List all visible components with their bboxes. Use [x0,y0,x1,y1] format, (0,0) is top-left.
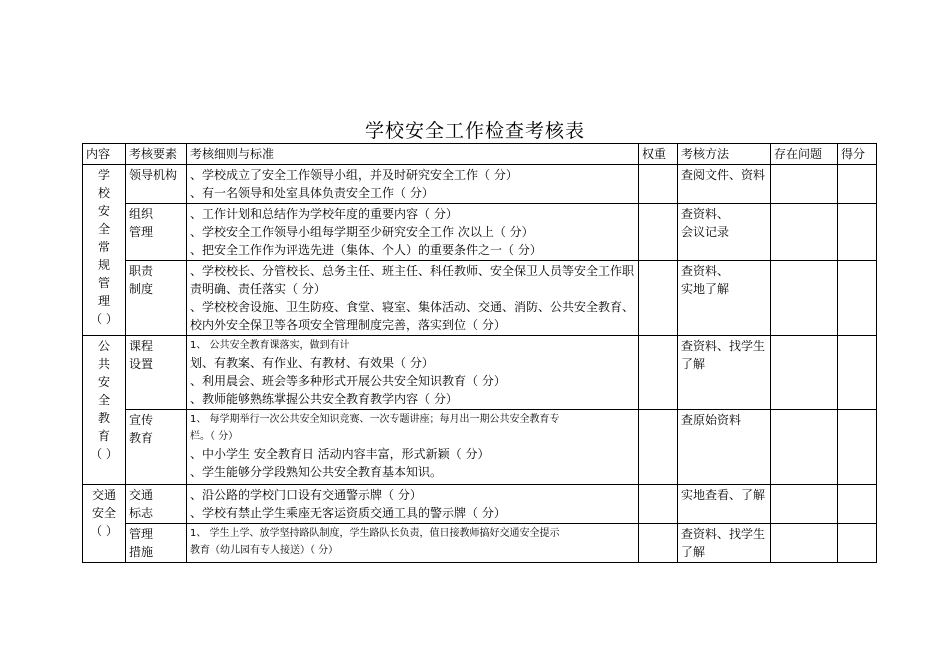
table-row [83,204,877,261]
method-cell: 查阅文件、资料 [678,165,771,204]
score-cell[interactable] [838,204,877,261]
detail-cell: 1、 学生上学、放学坚持路队制度，学生路队长负责，值日接教师搞好交通安全提示 教育（幼儿园有专人接送）（ 分） [187,524,639,563]
method-cell: 查资料、找学生了解 [678,524,771,563]
element-cell: 课程 设置 [126,336,187,410]
element-cell: 职责 制度 [126,261,187,336]
weight-cell [639,204,678,261]
issue-cell[interactable] [771,261,838,336]
weight-cell [639,165,678,204]
element-cell: 交通 标志 [126,485,187,524]
method-cell: 查资料、找学生了解 [678,336,771,410]
header-method: 考核方法 [678,144,771,165]
category-cell [83,336,126,485]
element-cell: 组织 管理 [126,204,187,261]
category-cell [83,485,126,563]
table-row [83,165,877,204]
table-row [83,485,877,524]
table-row [83,410,877,485]
category-cell [83,165,126,336]
weight-cell [639,261,678,336]
category-label: 学 校 安 全 常 规 管 理 （ ） [90,168,118,326]
weight-cell [639,485,678,524]
detail-cell: 、学校成立了安全工作领导小组，并及时研究安全工作（ 分） 、有一名领导和处室具体负责安全工作（ 分） [187,165,639,204]
inspection-table [82,143,877,563]
issue-cell[interactable] [771,336,838,410]
method-cell: 查原始资料 [678,410,771,485]
header-element: 考核要素 [126,144,187,165]
detail-cell: 、学校校长、分管校长、总务主任、班主任、科任教师、安全保卫人员等安全工作职责明确、责任落实（ 分） 、学校校舍设施、卫生防疫、食堂、寝室、集体活动、交通、消防、公共安全教育、校内外安全保卫等各项安全管理制度完善，落实到位（ 分） [187,261,639,336]
score-cell[interactable] [838,524,877,563]
page-title: 学校安全工作检查考核表 [364,120,585,142]
detail-cell: 、沿公路的学校门口设有交通警示牌（ 分） 、学校有禁止学生乘座无客运资质交通工具的警示牌（ 分） [187,485,639,524]
header-score: 得分 [838,144,877,165]
category-label: 公 共 安 全 教 育 （ ） [90,339,118,461]
method-cell: 实地查看、了解 [678,485,771,524]
table-row [83,261,877,336]
detail-cell: 、工作计划和总结作为学校年度的重要内容（ 分） 、学校安全工作领导小组每学期至少研究安全工作 次以上（ 分） 、把安全工作作为评选先进（集体、个人）的重要条件之一（ 分） [187,204,639,261]
element-cell: 领导机构 [126,165,187,204]
score-cell[interactable] [838,410,877,485]
method-cell: 查资料、 会议记录 [678,204,771,261]
weight-cell [639,410,678,485]
header-row [83,144,877,165]
header-detail: 考核细则与标准 [187,144,639,165]
score-cell[interactable] [838,336,877,410]
header-weight: 权重 [639,144,678,165]
issue-cell[interactable] [771,524,838,563]
issue-cell[interactable] [771,485,838,524]
score-cell[interactable] [838,165,877,204]
weight-cell [639,336,678,410]
method-cell: 查资料、 实地了解 [678,261,771,336]
detail-cell: 1、 每学期举行一次公共安全知识竞赛、一次专题讲座；每月出一期公共安全教育专 栏。（ 分） 、中小学生 安全教育日 活动内容丰富，形式新颖（ 分） 、学生能够分学段熟知公共安全教育基本知识。 [187,410,639,485]
table-row [83,524,877,563]
element-cell: 管理 措施 [126,524,187,563]
score-cell[interactable] [838,485,877,524]
table-row [83,336,877,410]
element-cell: 宣传 教育 [126,410,187,485]
header-issue: 存在问题 [771,144,838,165]
issue-cell[interactable] [771,204,838,261]
weight-cell [639,524,678,563]
score-cell[interactable] [838,261,877,336]
category-label: 交通 安全 （ ） [90,488,118,538]
issue-cell[interactable] [771,165,838,204]
detail-cell: 1、 公共安全教育课落实，做到有计 划、有教案、有作业、有教材、有效果（ 分） 、利用晨会、班会等多种形式开展公共安全知识教育（ 分） 、教师能够熟练掌握公共安全教育教学内容（ 分） [187,336,639,410]
issue-cell[interactable] [771,410,838,485]
header-content: 内容 [83,144,126,165]
